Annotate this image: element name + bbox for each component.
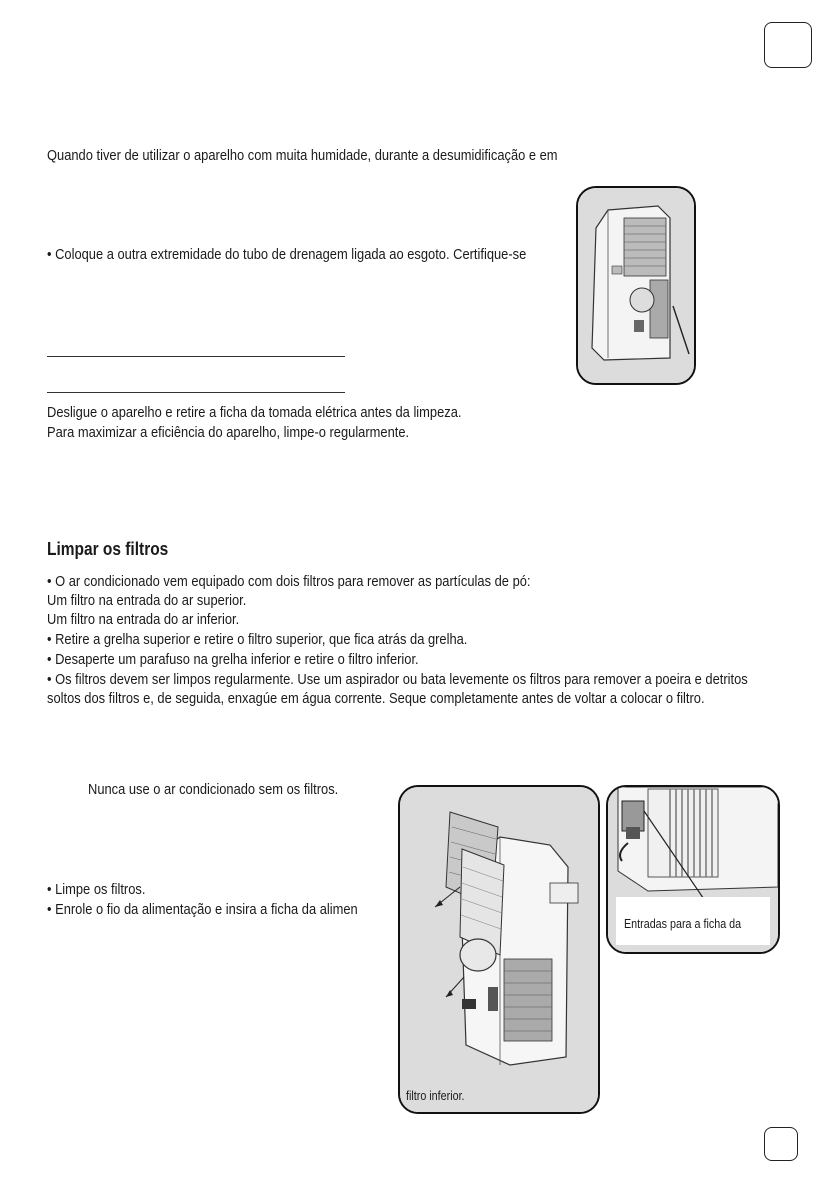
humidity-text: Quando tiver de utilizar o aparelho com muita humidade, durante a desumidificação e em [47,147,558,164]
cleaning-line-2: Para maximizar a eficiência do aparelho, limpe-o regularmente. [47,424,410,441]
drain-photo [576,186,696,385]
filters-line-0: • O ar condicionado vem equipado com dois filtros para remover as partículas de pó: [47,573,531,590]
page-number-box-top [764,22,812,68]
page-number-box-bottom [764,1127,798,1161]
plug-caption: Entradas para a ficha da [624,917,742,931]
filters-heading: Limpar os filtros [47,539,169,559]
storage-bullet-2: • Enrole o fio da alimentação e insira a ficha da alimen [47,901,358,918]
filters-line-4: • Desaperte um parafuso na grelha inferior e retire o filtro inferior. [47,651,419,668]
divider-1 [47,356,345,357]
storage-bullet-1: • Limpe os filtros. [47,881,146,898]
drain-bullet: • Coloque a outra extremidade do tubo de drenagem ligada ao esgoto. Certifique-se [47,246,527,263]
filters-line-5: • Os filtros devem ser limpos regularmente. Use um aspirador ou bata levemente os filtros para remover a poeira e detritos [47,671,748,688]
plug-photo [606,785,780,954]
cleaning-line-1: Desligue o aparelho e retire a ficha da tomada elétrica antes da limpeza. [47,404,462,421]
ac-filter-removal-illustration [400,787,598,1112]
filters-line-3: • Retire a grelha superior e retire o filtro superior, que fica atrás da grelha. [47,631,468,648]
filters-line-6: soltos dos filtros e, de seguida, enxagúe em água corrente. Seque completamente antes de voltar a colocar o filtro. [47,690,705,707]
filters-line-1: Um filtro na entrada do ar superior. [47,592,247,609]
filters-line-2: Um filtro na entrada do ar inferior. [47,611,240,628]
divider-2 [47,392,345,393]
filter-removal-photo [398,785,600,1114]
warning-text: Nunca use o ar condicionado sem os filtros. [88,781,339,798]
filter-caption: filtro inferior. [406,1089,465,1103]
portable-ac-back-illustration [578,188,694,383]
